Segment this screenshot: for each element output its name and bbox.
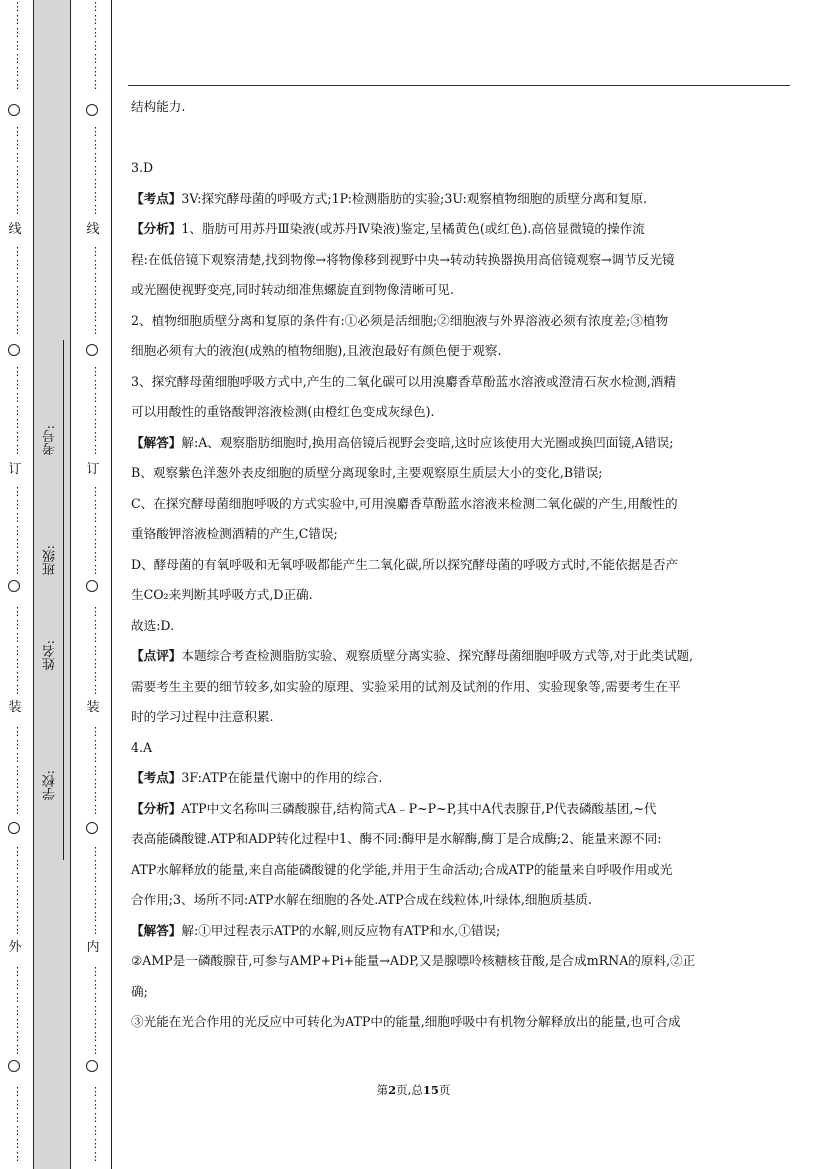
text-line	[131, 763, 791, 794]
outer-dotted-line: ⋮	[12, 404, 23, 417]
section-tag: 【点评】	[131, 648, 182, 663]
outer-dotted-line: ⋮	[12, 284, 23, 297]
outer-dotted-line: ⋮	[12, 203, 23, 216]
section-tag: 【解答】	[131, 434, 182, 450]
outer-dotted-line: ⋮	[12, 138, 23, 151]
line-text: 需要考生主要的细节较多,如实验的原理、实验采用的试剂及试剂的作用、实验现象等,需要考生在平	[131, 678, 681, 694]
outer-dotted-line: ⋮	[12, 1085, 23, 1098]
section-tag: 【考点】	[131, 190, 182, 206]
text-line	[131, 489, 791, 520]
outer-dotted-line: ⋮	[12, 39, 23, 52]
outer-dotted-line: ⋮	[12, 858, 23, 871]
school-field: 学校:	[43, 770, 58, 801]
outer-dotted-line: ⋮	[12, 978, 23, 991]
line-text: 解:①甲过程表示ATP的水解,则反应物有ATP和水,①错误;	[181, 922, 501, 938]
outer-dotted-line: ⋮	[12, 884, 23, 897]
page-footer: 第2页,总15页	[376, 1083, 451, 1097]
text-line	[131, 855, 791, 886]
outer-binding-hole-icon	[8, 822, 20, 834]
inner-dotted-line: ⋮	[90, 511, 101, 524]
outer-dotted-line: ⋮	[12, 271, 23, 284]
text-line	[131, 794, 791, 825]
line-text: B、观察紫色洋葱外表皮细胞的质壁分离现象时,主要观察原生质层大小的变化,B错误;	[131, 465, 603, 480]
line-text: 4.A	[131, 739, 153, 755]
inner-dotted-line: ⋮	[90, 1137, 101, 1150]
inner-binding-label: 内	[86, 940, 100, 955]
text-line	[131, 885, 791, 916]
inner-dotted-line: ⋮	[90, 391, 101, 404]
inner-binding-label: 订	[86, 462, 100, 477]
line-text: ATP水解释放的能量,来自高能磷酸键的化学能,并用于生命活动;合成ATP的能量来自呼吸作用或光	[131, 861, 673, 877]
line-text: 结构能力.	[131, 99, 186, 114]
name-field: 姓名:	[43, 640, 58, 671]
inner-dotted-line: ⋮	[90, 524, 101, 537]
text-line	[131, 946, 791, 977]
outer-dotted-line: ⋮	[12, 550, 23, 563]
section-tag: 【分析】	[131, 800, 182, 816]
outer-dotted-line: ⋮	[12, 511, 23, 524]
inner-dotted-line: ⋮	[90, 138, 101, 151]
outer-binding-hole-icon	[8, 580, 20, 592]
inner-dotted-line: ⋮	[90, 65, 101, 78]
text-line	[131, 428, 791, 459]
outer-dotted-line: ⋮	[12, 65, 23, 78]
outer-dotted-line: ⋮	[12, 910, 23, 923]
outer-binding-hole-icon	[8, 104, 20, 116]
inner-dotted-line: ⋮	[90, 738, 101, 751]
line-text: 细胞必须有大的液泡(成熟的植物细胞),且液泡最好有颜色便于观察.	[131, 343, 502, 358]
inner-binding-hole-icon	[86, 344, 98, 356]
line-text: 重铬酸钾溶液检测酒精的产生,C错误;	[131, 526, 338, 541]
header-rule	[128, 85, 790, 86]
outer-dotted-line: ⋮	[12, 391, 23, 404]
inner-dotted-line: ⋮	[90, 1017, 101, 1030]
line-text: ②AMP是一磷酸腺苷,可参与AMP+Pi+能量→ADP,又是腺嘌呤核糖核苷酸,是合成mRNA的原料,②正	[131, 953, 696, 968]
inner-dotted-line: ⋮	[90, 245, 101, 258]
text-line	[131, 916, 791, 947]
inner-dotted-line: ⋮	[90, 897, 101, 910]
inner-dotted-line: ⋮	[90, 803, 101, 816]
outer-dotted-line: ⋮	[12, 78, 23, 91]
inner-dotted-line: ⋮	[90, 125, 101, 138]
inner-dotted-line: ⋮	[90, 1085, 101, 1098]
outer-dotted-line: ⋮	[12, 0, 23, 13]
inner-dotted-line: ⋮	[90, 1124, 101, 1137]
line-text: 2、植物细胞质壁分离和复原的条件有:①必须是活细胞;②细胞液与外界溶液必须有浓度差;③植物	[131, 312, 669, 328]
text-line	[131, 733, 791, 764]
outer-binding-hole-icon	[8, 344, 20, 356]
inner-dotted-line: ⋮	[90, 965, 101, 978]
outer-dotted-line: ⋮	[12, 125, 23, 138]
outer-binding-label: 装	[8, 700, 22, 715]
text-line	[131, 641, 791, 672]
outer-dotted-line: ⋮	[12, 190, 23, 203]
outer-dotted-line: ⋮	[12, 871, 23, 884]
text-line	[131, 977, 791, 1008]
text-line	[131, 550, 791, 581]
outer-dotted-line: ⋮	[12, 26, 23, 39]
inner-dotted-line: ⋮	[90, 871, 101, 884]
inner-dotted-line: ⋮	[90, 978, 101, 991]
inner-dotted-line: ⋮	[90, 644, 101, 657]
line-text: C、在探究酵母菌细胞呼吸的方式实验中,可用溴麝香草酚蓝水溶液来检测二氧化碳的产生,用酸性的	[131, 495, 678, 511]
inner-dotted-line: ⋮	[90, 52, 101, 65]
answer-content	[131, 92, 791, 1038]
outer-dotted-line: ⋮	[12, 323, 23, 336]
outer-dotted-line: ⋮	[12, 485, 23, 498]
text-line	[131, 367, 791, 398]
outer-dotted-line: ⋮	[12, 1004, 23, 1017]
outer-dotted-line: ⋮	[12, 151, 23, 164]
inner-dotted-line: ⋮	[90, 605, 101, 618]
inner-dotted-line: ⋮	[90, 910, 101, 923]
text-line	[131, 336, 791, 367]
text-line	[131, 397, 791, 428]
line-text: 故选:D.	[131, 617, 175, 633]
inner-dotted-line: ⋮	[90, 284, 101, 297]
text-line	[131, 214, 791, 245]
text-line	[131, 519, 791, 550]
outer-dotted-line: ⋮	[12, 605, 23, 618]
inner-dotted-line: ⋮	[90, 0, 101, 13]
exam-number-field: 考号:	[43, 425, 58, 456]
inner-dotted-line: ⋮	[90, 378, 101, 391]
line-text: 3F:ATP在能量代谢中的作用的综合.	[181, 770, 383, 785]
text-line	[131, 824, 791, 855]
class-field: 班级:	[43, 545, 58, 576]
inner-binding-label: 线	[86, 222, 100, 237]
line-text: 解:A、观察脂肪细胞时,换用高倍镜后视野会变暗,这时应该使用大光圈或换凹面镜,A错误;	[181, 434, 674, 450]
outer-dotted-line: ⋮	[12, 923, 23, 936]
outer-dotted-line: ⋮	[12, 430, 23, 443]
outer-dotted-line: ⋮	[12, 777, 23, 790]
inner-dotted-line: ⋮	[90, 258, 101, 271]
inner-dotted-line: ⋮	[90, 430, 101, 443]
line-text: 表高能磷酸键.ATP和ADP转化过程中1、酶不同:酶甲是水解酶,酶丁是合成酶;2、能量来源不同:	[131, 831, 662, 846]
inner-dotted-line: ⋮	[90, 777, 101, 790]
outer-dotted-line: ⋮	[12, 378, 23, 391]
outer-dotted-line: ⋮	[12, 52, 23, 65]
outer-dotted-line: ⋮	[12, 1017, 23, 1030]
inner-dotted-line: ⋮	[90, 1004, 101, 1017]
outer-dotted-line: ⋮	[12, 297, 23, 310]
outer-dotted-line: ⋮	[12, 738, 23, 751]
inner-dotted-line: ⋮	[90, 26, 101, 39]
inner-dotted-line: ⋮	[90, 1098, 101, 1111]
inner-dotted-line: ⋮	[90, 1150, 101, 1163]
inner-binding-hole-icon	[86, 580, 98, 592]
line-text: ATP中文名称叫三磷酸腺苷,结构简式A﹣P~P~P,其中A代表腺苷,P代表磷酸基团,~代	[181, 800, 657, 816]
outer-binding-label: 订	[8, 462, 22, 477]
line-text: 3.D	[131, 160, 154, 175]
line-text: 3、探究酵母菌细胞呼吸方式中,产生的二氧化碳可以用溴麝香草酚蓝水溶液或澄清石灰水检测,酒精	[131, 373, 676, 389]
line-text: 可以用酸性的重铬酸钾溶液检测(由橙红色变成灰绿色).	[131, 404, 435, 419]
inner-dotted-line: ⋮	[90, 78, 101, 91]
line-text: D、酵母菌的有氧呼吸和无氧呼吸都能产生二氧化碳,所以探究酵母菌的呼吸方式时,不能依据是否产	[131, 556, 679, 572]
line-text: 确;	[131, 983, 148, 999]
section-tag: 【分析】	[131, 221, 182, 236]
inner-dotted-line: ⋮	[90, 1030, 101, 1043]
outer-dotted-line: ⋮	[12, 845, 23, 858]
inner-dotted-line: ⋮	[90, 13, 101, 26]
outer-binding-hole-icon	[8, 1060, 20, 1072]
line-text: 生CO₂来判断其呼吸方式,D正确.	[131, 587, 313, 602]
outer-dotted-line: ⋮	[12, 764, 23, 777]
text-line	[131, 1007, 791, 1038]
inner-dotted-line: ⋮	[90, 631, 101, 644]
outer-dotted-line: ⋮	[12, 1030, 23, 1043]
inner-dotted-line: ⋮	[90, 764, 101, 777]
text-line	[131, 672, 791, 703]
text-line	[131, 275, 791, 306]
line-text: 时的学习过程中注意积累.	[131, 709, 274, 724]
outer-dotted-line: ⋮	[12, 498, 23, 511]
outer-dotted-line: ⋮	[12, 790, 23, 803]
outer-binding-label: 线	[8, 222, 22, 237]
outer-dotted-line: ⋮	[12, 1137, 23, 1150]
outer-dotted-line: ⋮	[12, 417, 23, 430]
outer-dotted-line: ⋮	[12, 245, 23, 258]
outer-dotted-line: ⋮	[12, 618, 23, 631]
inner-dotted-line: ⋮	[90, 537, 101, 550]
inner-dotted-line: ⋮	[90, 323, 101, 336]
inner-dotted-line: ⋮	[90, 1043, 101, 1056]
outer-dotted-line: ⋮	[12, 443, 23, 456]
inner-binding-label: 装	[86, 700, 100, 715]
section-tag: 【解答】	[131, 922, 182, 938]
inner-dotted-line: ⋮	[90, 485, 101, 498]
section-tag: 【考点】	[131, 770, 182, 785]
text-line	[131, 245, 791, 276]
text-line	[131, 611, 791, 642]
inner-dotted-line: ⋮	[90, 297, 101, 310]
outer-dotted-line: ⋮	[12, 1043, 23, 1056]
inner-binding-hole-icon	[86, 104, 98, 116]
inner-dotted-line: ⋮	[90, 923, 101, 936]
inner-dotted-line: ⋮	[90, 670, 101, 683]
inner-dotted-line: ⋮	[90, 310, 101, 323]
inner-dotted-line: ⋮	[90, 190, 101, 203]
text-line	[131, 458, 791, 489]
inner-dotted-line: ⋮	[90, 203, 101, 216]
inner-dotted-line: ⋮	[90, 177, 101, 190]
inner-dotted-line: ⋮	[90, 751, 101, 764]
outer-dotted-line: ⋮	[12, 644, 23, 657]
outer-dotted-line: ⋮	[12, 725, 23, 738]
outer-dotted-line: ⋮	[12, 537, 23, 550]
outer-dotted-line: ⋮	[12, 965, 23, 978]
inner-dotted-line: ⋮	[90, 550, 101, 563]
line-text: 3V:探究酵母菌的呼吸方式;1P:检测脂肪的实验;3U:观察植物细胞的质壁分离和复原.	[181, 190, 648, 206]
outer-dotted-line: ⋮	[12, 310, 23, 323]
outer-binding-label: 外	[8, 940, 22, 955]
inner-dotted-line: ⋮	[90, 1111, 101, 1124]
inner-dotted-line: ⋮	[90, 271, 101, 284]
inner-dotted-line: ⋮	[90, 858, 101, 871]
inner-dotted-line: ⋮	[90, 498, 101, 511]
outer-dotted-line: ⋮	[12, 1098, 23, 1111]
outer-dotted-line: ⋮	[12, 1111, 23, 1124]
outer-dotted-line: ⋮	[12, 1124, 23, 1137]
outer-dotted-line: ⋮	[12, 1150, 23, 1163]
text-line	[131, 184, 791, 215]
inner-binding-hole-icon	[86, 822, 98, 834]
inner-dotted-line: ⋮	[90, 725, 101, 738]
text-line	[131, 580, 791, 611]
inner-dotted-line: ⋮	[90, 884, 101, 897]
outer-dotted-line: ⋮	[12, 631, 23, 644]
text-line	[131, 306, 791, 337]
outer-dotted-line: ⋮	[12, 177, 23, 190]
text-line	[131, 153, 791, 184]
outer-dotted-line: ⋮	[12, 683, 23, 696]
text-line	[131, 702, 791, 733]
total-pages: 15	[422, 1083, 439, 1097]
inner-dotted-line: ⋮	[90, 39, 101, 52]
inner-dotted-line: ⋮	[90, 790, 101, 803]
outer-dotted-line: ⋮	[12, 13, 23, 26]
inner-dotted-line: ⋮	[90, 657, 101, 670]
current-page: 2	[388, 1083, 397, 1097]
outer-dotted-line: ⋮	[12, 897, 23, 910]
inner-dotted-line: ⋮	[90, 164, 101, 177]
inner-dotted-line: ⋮	[90, 404, 101, 417]
line-text: 本题综合考查检测脂肪实验、观察质壁分离实验、探究酵母菌细胞呼吸方式等,对于此类试题,	[181, 648, 694, 663]
student-field-line	[63, 340, 64, 860]
line-text: 1、脂肪可用苏丹Ⅲ染液(或苏丹Ⅳ染液)鉴定,呈橘黄色(或红色).高倍显微镜的操作流	[181, 221, 645, 236]
inner-dotted-line: ⋮	[90, 417, 101, 430]
inner-dotted-line: ⋮	[90, 443, 101, 456]
outer-dotted-line: ⋮	[12, 563, 23, 576]
inner-dotted-line: ⋮	[90, 845, 101, 858]
outer-dotted-line: ⋮	[12, 991, 23, 1004]
line-text: 合作用;3、场所不同:ATP水解在细胞的各处.ATP合成在线粒体,叶绿体,细胞质基质.	[131, 892, 592, 907]
outer-dotted-line: ⋮	[12, 164, 23, 177]
outer-dotted-line: ⋮	[12, 751, 23, 764]
inner-binding-hole-icon	[86, 1060, 98, 1072]
outer-dotted-line: ⋮	[12, 524, 23, 537]
inner-dotted-line: ⋮	[90, 365, 101, 378]
outer-dotted-line: ⋮	[12, 365, 23, 378]
outer-dotted-line: ⋮	[12, 803, 23, 816]
line-text: 程:在低倍镜下观察清楚,找到物像→将物像移到视野中央→转动转换器换用高倍镜观察→调节反光镜	[131, 251, 675, 267]
outer-dotted-line: ⋮	[12, 670, 23, 683]
outer-dotted-line: ⋮	[12, 657, 23, 670]
outer-dotted-line: ⋮	[12, 258, 23, 271]
inner-dotted-line: ⋮	[90, 683, 101, 696]
inner-dotted-line: ⋮	[90, 991, 101, 1004]
line-text: ③光能在光合作用的光反应中可转化为ATP中的能量,细胞呼吸中有机物分解释放出的能量,也可合成	[131, 1014, 681, 1029]
inner-dotted-line: ⋮	[90, 563, 101, 576]
line-text: 或光圈使视野变亮,同时转动细准焦螺旋直到物像清晰可见.	[131, 282, 454, 297]
text-line	[131, 92, 791, 123]
inner-dotted-line: ⋮	[90, 151, 101, 164]
inner-dotted-line: ⋮	[90, 618, 101, 631]
